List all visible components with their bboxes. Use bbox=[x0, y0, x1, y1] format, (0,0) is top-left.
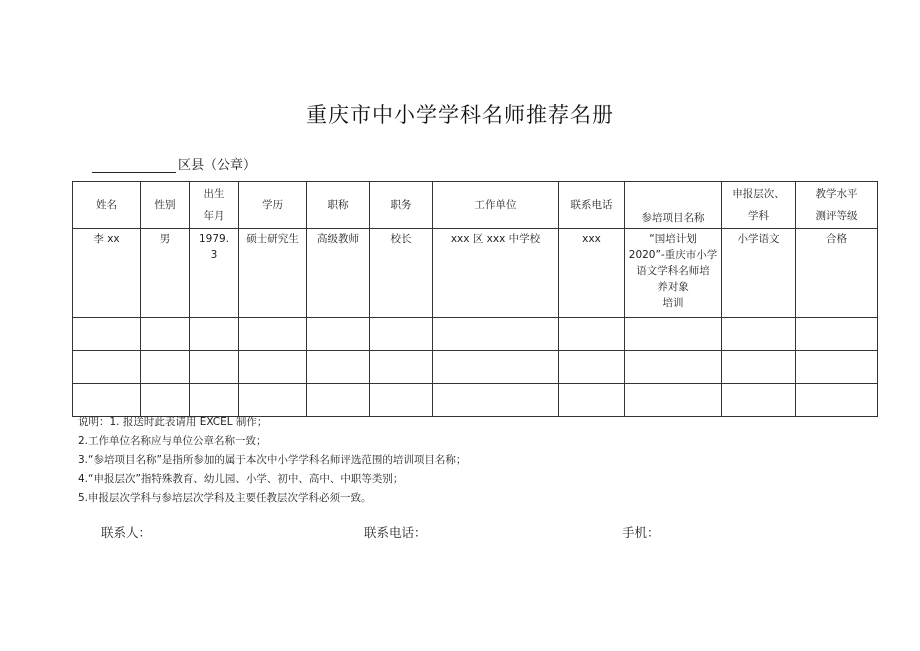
cell-project-line4: 养对象 bbox=[657, 281, 689, 293]
header-eval-line1: 教学水平 bbox=[815, 188, 858, 200]
note-line: 3.“参培项目名称”是指所参加的属于本次中小学学科名师评选范围的培训项目名称； bbox=[78, 454, 467, 466]
cell-project-line3: 语文学科名师培 bbox=[636, 265, 710, 277]
district-label: 区县（公章） bbox=[178, 158, 257, 173]
header-eval-line2: 测评等级 bbox=[815, 210, 858, 222]
header-phone: 联系电话 bbox=[559, 182, 625, 229]
cell-birth-line1: 1979. bbox=[198, 233, 230, 245]
district-line bbox=[92, 154, 256, 173]
cell-title: 高级教师 bbox=[307, 229, 370, 318]
page-title: 重庆市中小学学科名师推荐名册 bbox=[306, 103, 614, 127]
contact-person-label: 联系人： bbox=[101, 525, 152, 540]
cell-education: 硕士研究生 bbox=[239, 229, 307, 318]
table-row-empty bbox=[73, 318, 878, 351]
cell-project bbox=[625, 229, 722, 318]
cell-project-line5: 培训 bbox=[662, 297, 684, 309]
header-position: 职务 bbox=[370, 182, 433, 229]
header-eval bbox=[796, 182, 878, 229]
cell-phone: xxx bbox=[559, 229, 625, 318]
roster-table bbox=[72, 181, 878, 417]
table-row-empty bbox=[73, 351, 878, 384]
cell-project-line1: “国培计划 bbox=[649, 233, 697, 245]
contact-mobile-label: 手机： bbox=[622, 525, 660, 540]
cell-eval: 合格 bbox=[796, 229, 878, 318]
table-row-empty bbox=[73, 384, 878, 417]
note-line: 说明：1. 报送时此表请用 EXCEL 制作； bbox=[78, 416, 268, 428]
cell-gender: 男 bbox=[141, 229, 190, 318]
header-level-line1: 申报层次、 bbox=[732, 188, 785, 200]
note-line: 5.申报层次学科与参培层次学科及主要任教层次学科必须一致。 bbox=[78, 492, 372, 504]
header-unit: 工作单位 bbox=[433, 182, 559, 229]
cell-unit: xxx 区 xxx 中学校 bbox=[433, 229, 559, 318]
notes bbox=[78, 413, 466, 508]
district-blank bbox=[92, 158, 176, 173]
cell-level: 小学语文 bbox=[722, 229, 796, 318]
header-birth bbox=[190, 182, 239, 229]
cell-position: 校长 bbox=[370, 229, 433, 318]
header-birth-line1: 出生 bbox=[203, 188, 225, 200]
header-level-line2: 学科 bbox=[748, 210, 769, 222]
header-name: 姓名 bbox=[73, 182, 141, 229]
cell-project-line2: 2020”-重庆市小学 bbox=[628, 249, 718, 261]
header-education: 学历 bbox=[239, 182, 307, 229]
cell-name: 李 xx bbox=[73, 229, 141, 318]
note-line: 4.“申报层次”指特殊教育、幼儿园、小学、初中、高中、中职等类别； bbox=[78, 473, 404, 485]
note-line: 2.工作单位名称应与单位公章名称一致； bbox=[78, 435, 267, 447]
cell-birth bbox=[190, 229, 239, 318]
header-row bbox=[73, 182, 878, 229]
header-project: 参培项目名称 bbox=[625, 182, 722, 229]
header-level bbox=[722, 182, 796, 229]
header-title: 职称 bbox=[307, 182, 370, 229]
header-gender: 性别 bbox=[141, 182, 190, 229]
header-birth-line2: 年月 bbox=[203, 210, 225, 222]
cell-birth-line2: 3 bbox=[210, 249, 218, 261]
table-row bbox=[73, 229, 878, 318]
contact-phone-label: 联系电话： bbox=[364, 525, 427, 540]
